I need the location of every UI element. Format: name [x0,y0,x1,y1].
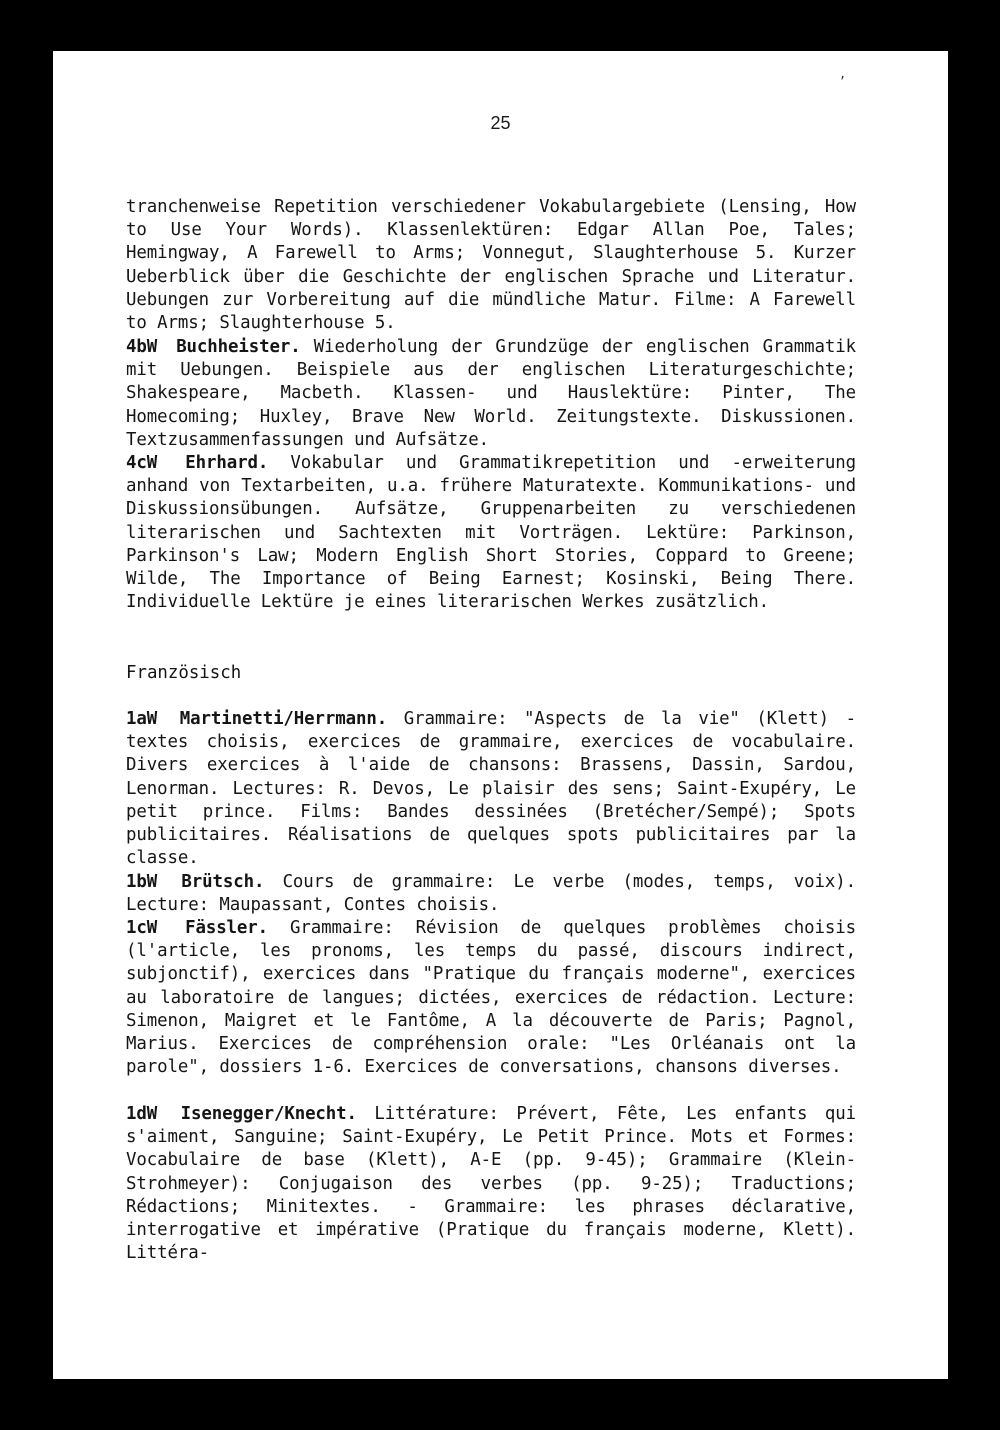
french-entry-1bw [126,871,856,917]
page-number: 25 [490,113,511,133]
teacher-name: Martinetti/Herrmann. [179,709,388,729]
teacher-name: Fässler. [185,918,269,938]
class-code: 1bW [126,872,158,892]
teacher-name: Ehrhard. [185,453,269,473]
entry-text: Littérature: Prévert, Fête, Les enfants qui s'aiment, Sanguine; Saint-Exupéry, Le Petit Prince. Mots et Formes: Vocabulaire de base (Klett), A-E (pp. 9-45); Grammaire (Klein-Strohmeyer): Conjugaison des verbes (pp. 9-25); Traductions; Rédactions; Minitextes. - Grammaire: les phrases déclarative, interrogative et impérative (Pratique du français moderne, Klett). Littéra- [126,1104,856,1264]
class-code: 1dW [126,1104,158,1124]
entry-text: Grammaire: "Aspects de la vie" (Klett) - textes choisis, exercices de grammaire, exercices de vocabulaire. Divers exercices à l'aide de chansons: Brassens, Dassin, Sardou, Lenorman. Lectures: R. Devos, Le plaisir des sens; Saint-Exupéry, Le petit prince. Films: Bandes dessinées (Bretécher/Sempé); Spots publicitaires. Réalisations de quelques spots publicitaires par la classe. [126,709,856,869]
entry-text: Vokabular und Grammatikrepetition und -erweiterung anhand von Textarbeiten, u.a. frühere Maturatexte. Kommunikations- und Diskussionsübungen. Aufsätze, Gruppenarbeiten zu verschiedenen literarischen und Sachtexten mit Vorträgen. Lektüre: Parkinson, Parkinson's Law; Modern English Short Stories, Coppard to Greene; Wilde, The Importance of Being Earnest; Kosinski, Being There. Individuelle Lektüre je eines literarischen Werkes zusätzlich. [126,453,857,613]
teacher-name: Isenegger/Knecht. [180,1104,357,1124]
section-heading-franzoesisch: Französisch [126,663,242,683]
document-page [53,51,948,1379]
class-code: 1cW [126,918,158,938]
entry-text: Grammaire: Révision de quelques problèmes choisis (l'article, les pronoms, les temps du passé, discours indirect, subjonctif), exercices dans "Pratique du français moderne", exercices au laboratoire de langues; dictées, exercices de rédaction. Lecture: Simenon, Maigret et le Fantôme, A la découverte de Paris; Pagnol, Marius. Exercices de compréhension orale: "Les Orléanais ont la parole", dossiers 1-6. Exercices de conversations, chansons diverses. [126,918,857,1078]
entry-text: Cours de grammaire: Le verbe (modes, temps, voix). Lecture: Maupassant, Contes choisis. [126,872,857,916]
teacher-name: Buchheister. [176,337,301,357]
entry-text: Wiederholung der Grundzüge der englischen Grammatik mit Uebungen. Beispiele aus der englischen Literaturgeschichte; Shakespeare, Macbeth. Klassen- und Hauslektüre: Pinter, The Homecoming; Huxley, Brave New World. Zeitungstexte. Diskussionen. Textzusammenfassungen und Aufsätze. [126,337,857,450]
french-entry-1aw [126,708,856,870]
class-code: 4cW [126,453,158,473]
english-entry-4bw [126,336,856,452]
class-code: 1aW [126,709,158,729]
french-entry-1cw [126,917,856,1079]
english-intro-paragraph: tranchenweise Repetition verschiedener Vokabulargebiete (Lensing, How to Use Your Words). Klassenlektüren: Edgar Allan Poe, Tales; Hemingway, A Farewell to Arms; Vonnegut, Slaughterhouse 5. Kurzer Ueberblick über die Geschichte der englischen Sprache und Literatur. Uebungen zur Vorbereitung auf die mündliche Matur. Filme: A Farewell to Arms; Slaughterhouse 5. [126,197,856,334]
teacher-name: Brütsch. [181,872,265,892]
english-entry-4cw [126,452,856,614]
stray-mark: , [839,67,847,81]
french-entry-1dw [126,1103,856,1265]
class-code: 4bW [126,337,158,357]
